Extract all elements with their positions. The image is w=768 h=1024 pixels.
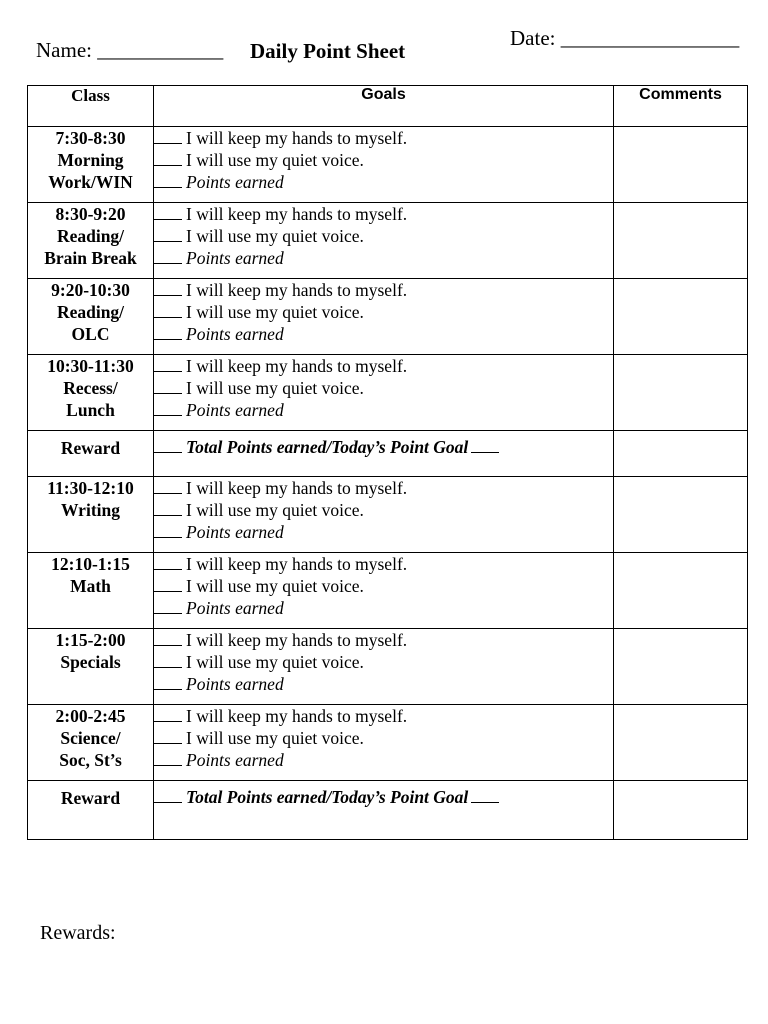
class-label-line: 1:15-2:00 <box>55 630 126 650</box>
table-row <box>28 127 748 203</box>
class-label-line: Soc, St’s <box>59 750 122 770</box>
goals-cell <box>154 705 614 781</box>
comments-cell <box>614 127 748 203</box>
table-row <box>28 477 748 553</box>
class-label-line: 12:10-1:15 <box>51 554 130 574</box>
column-header-class: Class <box>28 86 154 127</box>
reward-row <box>28 781 748 840</box>
comments-cell <box>614 629 748 705</box>
class-label-line: Specials <box>60 652 121 672</box>
blank-line <box>154 377 182 394</box>
class-label-line: 8:30-9:20 <box>55 204 126 224</box>
goal-hands-line <box>154 355 613 377</box>
blank-line <box>154 673 182 690</box>
goal-text: Points earned <box>186 598 284 618</box>
points-earned-line <box>154 247 613 269</box>
goal-voice-line <box>154 377 613 399</box>
goal-text: I will keep my hands to myself. <box>186 706 408 726</box>
class-cell <box>28 477 154 553</box>
comments-cell <box>614 203 748 279</box>
blank-line <box>471 436 499 453</box>
class-label-line: Lunch <box>66 400 115 420</box>
class-cell <box>28 629 154 705</box>
goal-text: Points earned <box>186 522 284 542</box>
class-label-line: Reading/ <box>56 226 125 246</box>
blank-line <box>154 597 182 614</box>
goal-voice-line <box>154 651 613 673</box>
goals-cell <box>154 553 614 629</box>
blank-line <box>154 553 182 570</box>
table-row <box>28 705 748 781</box>
goal-text: I will keep my hands to myself. <box>186 204 408 224</box>
goal-hands-line <box>154 705 613 727</box>
blank-line <box>154 127 182 144</box>
class-cell <box>28 355 154 431</box>
goals-cell <box>154 127 614 203</box>
blank-line <box>154 705 182 722</box>
blank-line <box>154 575 182 592</box>
class-label-line: Reward <box>60 788 121 808</box>
goals-cell <box>154 431 614 477</box>
comments-cell <box>614 553 748 629</box>
goal-hands-line <box>154 127 613 149</box>
goal-text: I will use my quiet voice. <box>186 652 364 672</box>
goal-hands-line <box>154 279 613 301</box>
comments-cell <box>614 355 748 431</box>
blank-line <box>154 651 182 668</box>
blank-line <box>154 171 182 188</box>
goal-text: Points earned <box>186 400 284 420</box>
class-cell <box>28 127 154 203</box>
blank-line <box>154 399 182 416</box>
comments-cell <box>614 431 748 477</box>
goal-text: Points earned <box>186 172 284 192</box>
reward-goal-line <box>154 436 613 458</box>
blank-line <box>154 149 182 166</box>
goal-voice-line <box>154 225 613 247</box>
goal-voice-line <box>154 301 613 323</box>
class-label-line: Science/ <box>60 728 121 748</box>
class-label-line: Writing <box>61 500 120 520</box>
point-sheet-table <box>27 85 748 840</box>
class-label-line: Morning <box>57 150 124 170</box>
goals-cell <box>154 279 614 355</box>
goal-text: Points earned <box>186 750 284 770</box>
blank-line <box>154 749 182 766</box>
column-header-comments: Comments <box>614 86 748 127</box>
rewards-label: Rewards: <box>40 922 116 944</box>
goals-cell <box>154 477 614 553</box>
comments-cell <box>614 477 748 553</box>
table-header-row <box>28 86 748 127</box>
goal-text: I will keep my hands to myself. <box>186 128 408 148</box>
blank-line <box>471 786 499 803</box>
class-label-line: 9:20-10:30 <box>51 280 130 300</box>
goal-text: I will keep my hands to myself. <box>186 478 408 498</box>
blank-line <box>154 355 182 372</box>
blank-line <box>154 629 182 646</box>
class-label-line: 7:30-8:30 <box>55 128 126 148</box>
goals-cell <box>154 203 614 279</box>
blank-line <box>154 247 182 264</box>
blank-line <box>154 301 182 318</box>
page-title: Daily Point Sheet <box>250 39 406 63</box>
blank-line <box>154 225 182 242</box>
class-label-line: 10:30-11:30 <box>47 356 134 376</box>
comments-cell <box>614 279 748 355</box>
class-label-line: 11:30-12:10 <box>47 478 134 498</box>
comments-cell <box>614 781 748 840</box>
class-cell <box>28 203 154 279</box>
class-label-line: 2:00-2:45 <box>55 706 126 726</box>
goal-text: I will keep my hands to myself. <box>186 356 408 376</box>
goal-voice-line <box>154 727 613 749</box>
class-cell <box>28 781 154 840</box>
goal-voice-line <box>154 575 613 597</box>
blank-line <box>154 203 182 220</box>
goal-voice-line <box>154 499 613 521</box>
goal-hands-line <box>154 629 613 651</box>
class-label-line: Recess/ <box>63 378 118 398</box>
goal-text: I will keep my hands to myself. <box>186 554 408 574</box>
points-earned-line <box>154 171 613 193</box>
blank-line <box>154 323 182 340</box>
table-body <box>28 127 748 840</box>
reward-goal-text: Total Points earned/Today’s Point Goal <box>186 787 469 807</box>
class-label-line: Math <box>70 576 111 596</box>
points-earned-line <box>154 399 613 421</box>
reward-goal-line <box>154 786 613 808</box>
goal-text: I will use my quiet voice. <box>186 150 364 170</box>
class-label-line: Work/WIN <box>48 172 133 192</box>
blank-line <box>154 477 182 494</box>
table-row <box>28 629 748 705</box>
goal-text: I will use my quiet voice. <box>186 576 364 596</box>
class-label-line: Reward <box>60 438 121 458</box>
goal-hands-line <box>154 553 613 575</box>
points-earned-line <box>154 673 613 695</box>
table-row <box>28 355 748 431</box>
name-field: Name: ____________ <box>36 38 224 62</box>
table-row <box>28 203 748 279</box>
column-header-goals: Goals <box>154 86 614 127</box>
class-cell <box>28 705 154 781</box>
goal-text: I will use my quiet voice. <box>186 728 364 748</box>
goals-cell <box>154 629 614 705</box>
reward-goal-text: Total Points earned/Today’s Point Goal <box>186 437 469 457</box>
blank-line <box>154 499 182 516</box>
comments-cell <box>614 705 748 781</box>
class-cell <box>28 431 154 477</box>
goal-text: I will keep my hands to myself. <box>186 280 408 300</box>
blank-line <box>154 727 182 744</box>
class-label-line: Reading/ <box>56 302 125 322</box>
goal-text: I will keep my hands to myself. <box>186 630 408 650</box>
class-cell <box>28 553 154 629</box>
blank-line <box>154 521 182 538</box>
goals-cell <box>154 355 614 431</box>
points-earned-line <box>154 749 613 771</box>
goal-text: Points earned <box>186 674 284 694</box>
date-field: Date: _________________ <box>510 26 740 50</box>
points-earned-line <box>154 597 613 619</box>
goal-text: I will use my quiet voice. <box>186 226 364 246</box>
goal-text: I will use my quiet voice. <box>186 302 364 322</box>
goal-text: I will use my quiet voice. <box>186 378 364 398</box>
goal-hands-line <box>154 203 613 225</box>
blank-line <box>154 436 182 453</box>
goal-voice-line <box>154 149 613 171</box>
goal-text: I will use my quiet voice. <box>186 500 364 520</box>
blank-line <box>154 279 182 296</box>
goal-hands-line <box>154 477 613 499</box>
goal-text: Points earned <box>186 248 284 268</box>
points-earned-line <box>154 521 613 543</box>
reward-row <box>28 431 748 477</box>
class-label-line: OLC <box>71 324 110 344</box>
class-cell <box>28 279 154 355</box>
goals-cell <box>154 781 614 840</box>
class-label-line: Brain Break <box>44 248 137 268</box>
blank-line <box>154 786 182 803</box>
table-row <box>28 279 748 355</box>
goal-text: Points earned <box>186 324 284 344</box>
table-row <box>28 553 748 629</box>
points-earned-line <box>154 323 613 345</box>
